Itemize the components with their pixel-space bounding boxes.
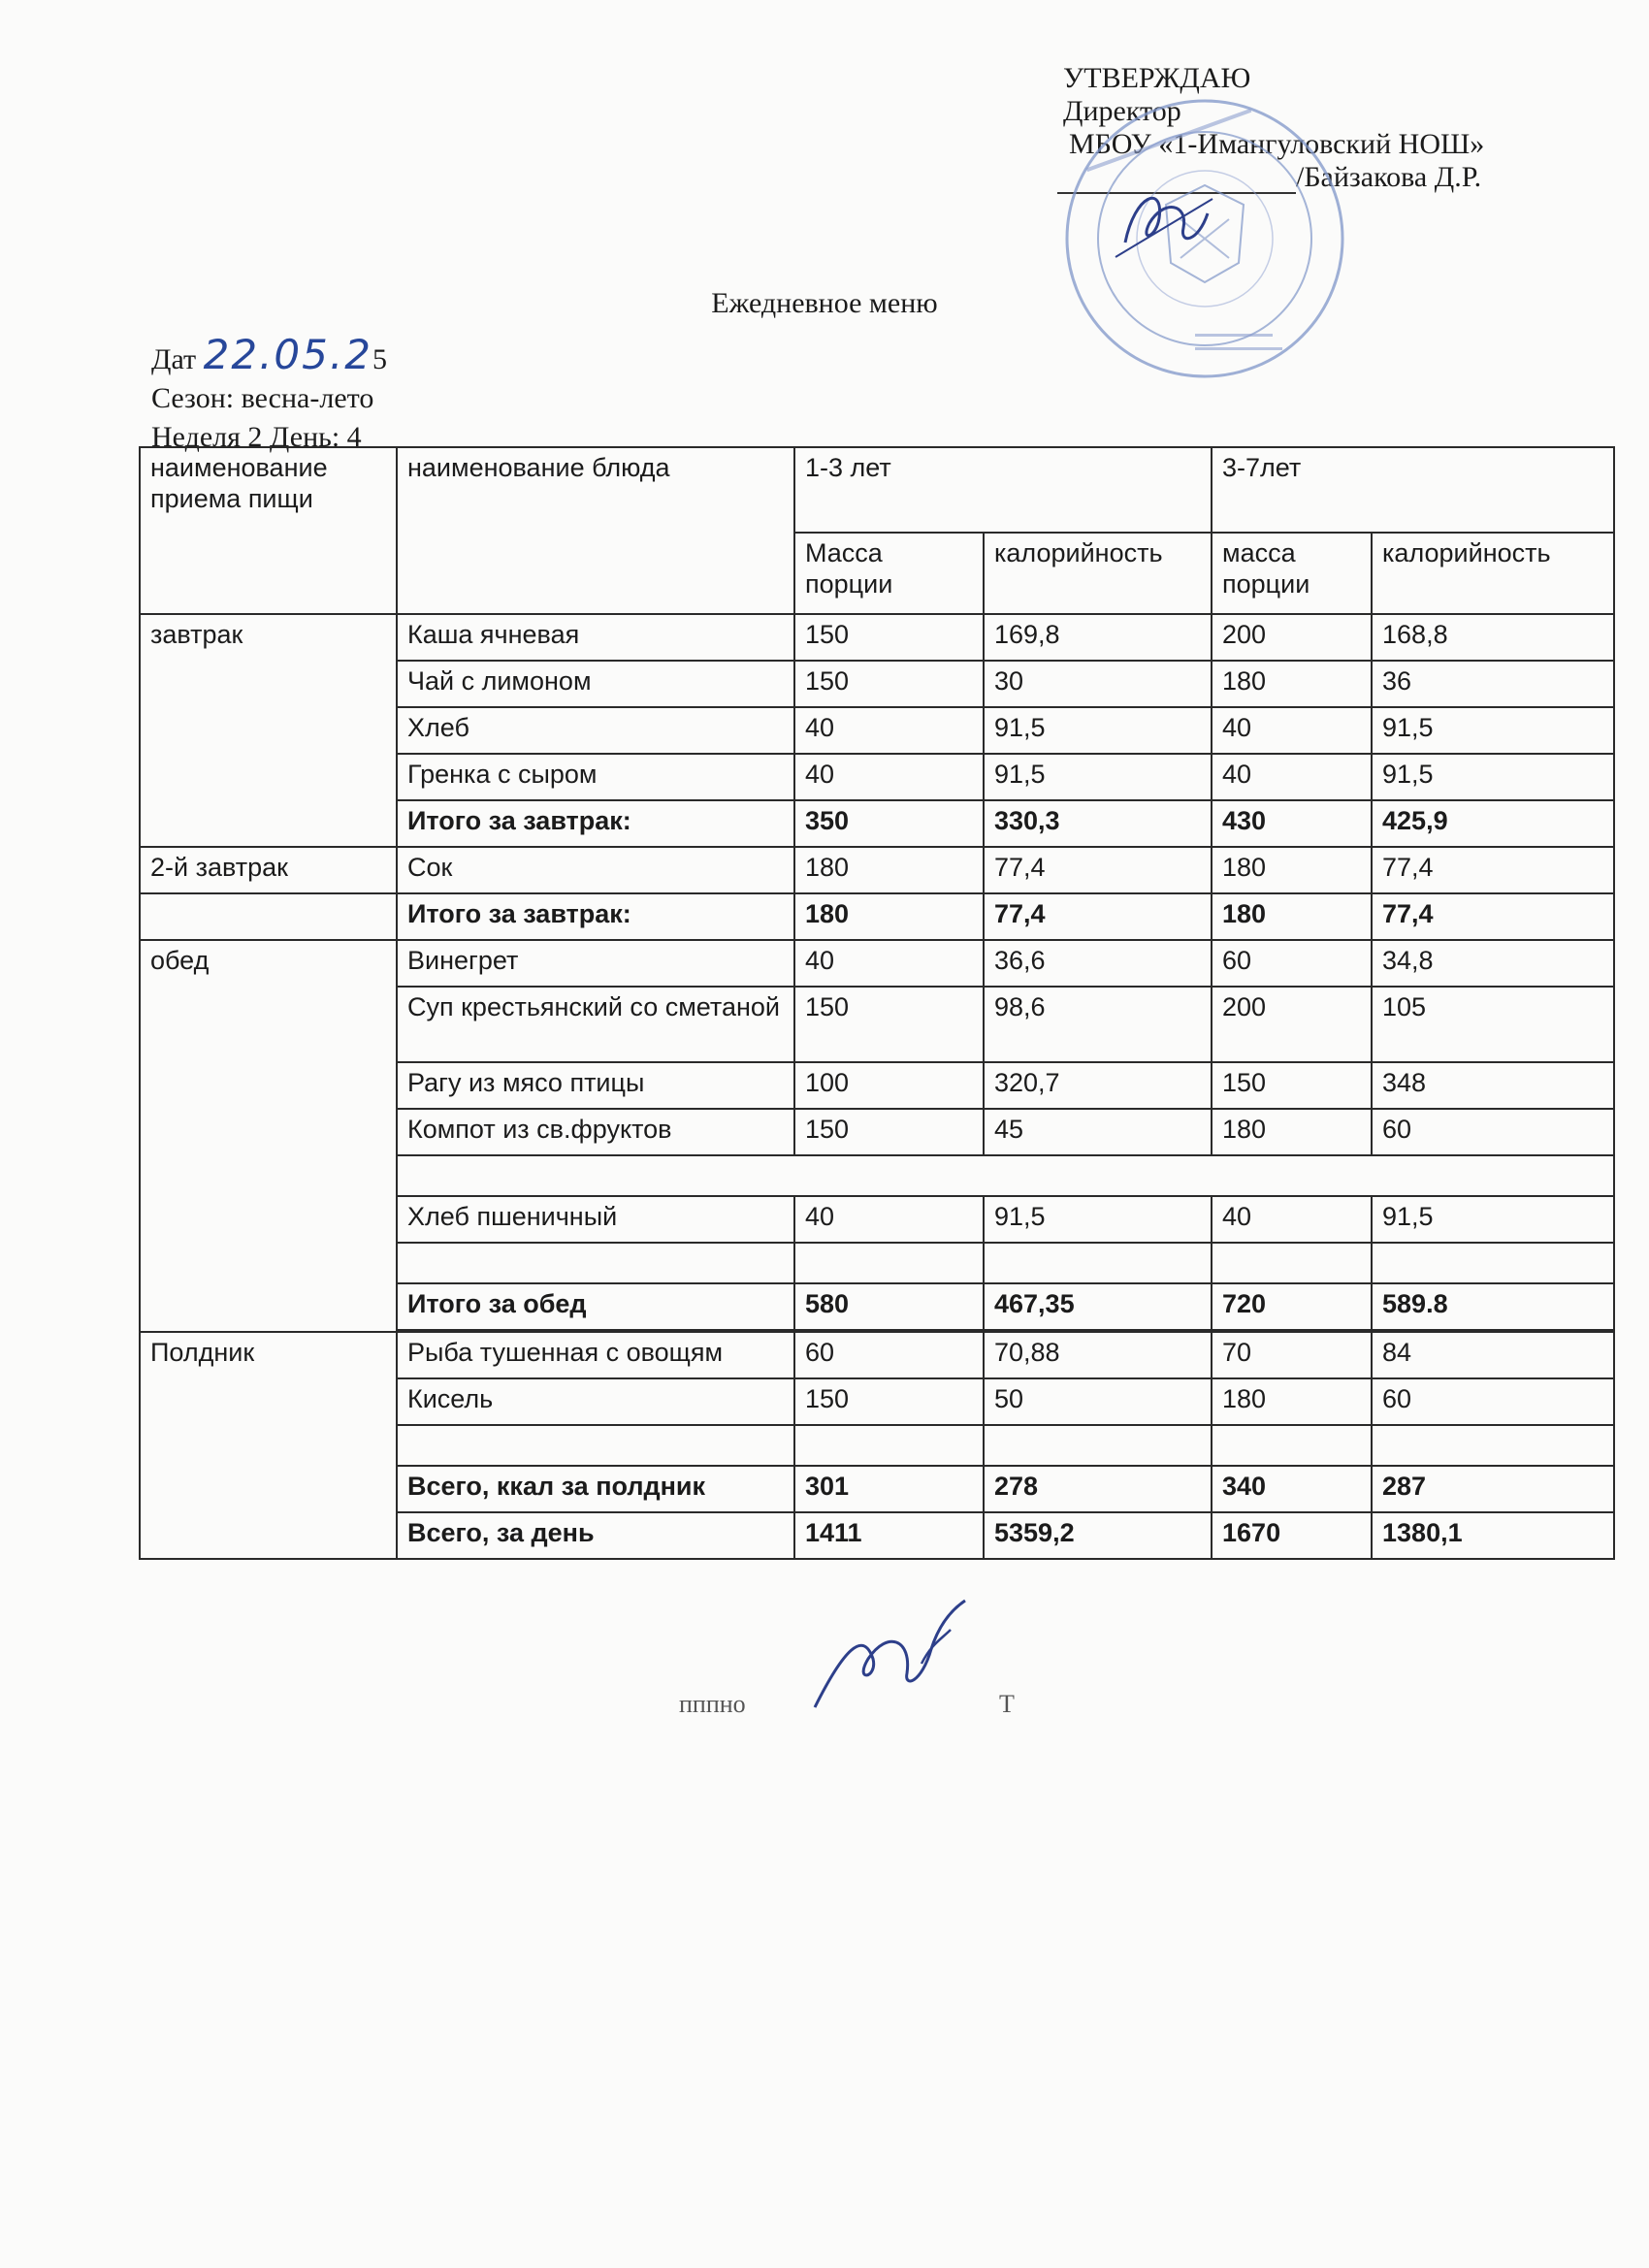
header-meal: наименование приема пищи: [140, 447, 397, 614]
menu-table: [139, 446, 1615, 1560]
bottom-text-fragment: пппно: [679, 1690, 746, 1718]
header-cal-1: калорийность: [984, 533, 1212, 614]
cal2-cell: 34,8: [1372, 940, 1614, 987]
cal1-cell: 320,7: [984, 1062, 1212, 1109]
dish-cell: Хлеб: [397, 707, 794, 754]
mass1-cell: 1411: [794, 1512, 984, 1559]
cal1-cell: 30: [984, 661, 1212, 707]
dish-cell: Итого за завтрак:: [397, 893, 794, 940]
mass1-cell: 150: [794, 614, 984, 661]
dish-cell: Сок: [397, 847, 794, 893]
mass2-cell: 180: [1212, 1109, 1372, 1155]
cal2-cell: 1380,1: [1372, 1512, 1614, 1559]
cal2-cell: 36: [1372, 661, 1614, 707]
header-cal-2: калорийность: [1372, 533, 1614, 614]
meal-cell: Полдник: [140, 1332, 397, 1559]
dish-cell: Чай с лимоном: [397, 661, 794, 707]
cal1-cell: 278: [984, 1466, 1212, 1512]
meal-cell: обед: [140, 940, 397, 1332]
empty-cell: [984, 1243, 1212, 1283]
mass2-cell: 200: [1212, 614, 1372, 661]
table-row: [140, 847, 1614, 893]
cal1-cell: 45: [984, 1109, 1212, 1155]
dish-cell: Компот из св.фруктов: [397, 1109, 794, 1155]
dish-cell: Всего, ккал за полдник: [397, 1466, 794, 1512]
mass2-cell: 40: [1212, 1196, 1372, 1243]
mass2-cell: 720: [1212, 1283, 1372, 1330]
empty-cell: [1372, 1243, 1614, 1283]
empty-cell: [1212, 1425, 1372, 1466]
header-mass-1: Масса порции: [794, 533, 984, 614]
mass1-cell: 60: [794, 1332, 984, 1378]
dish-cell: Гренка с сыром: [397, 754, 794, 800]
cal1-cell: 77,4: [984, 893, 1212, 940]
header-age-1-3: 1-3 лет: [794, 447, 1212, 533]
mass2-cell: 40: [1212, 754, 1372, 800]
cal1-cell: 91,5: [984, 707, 1212, 754]
mass2-cell: 430: [1212, 800, 1372, 847]
mass2-cell: 60: [1212, 940, 1372, 987]
bottom-text-fragment-right: Т: [999, 1690, 1015, 1718]
cal1-cell: 70,88: [984, 1332, 1212, 1378]
menu-meta: [151, 331, 387, 457]
cal2-cell: 91,5: [1372, 1196, 1614, 1243]
cal1-cell: 91,5: [984, 754, 1212, 800]
dish-cell: Винегрет: [397, 940, 794, 987]
page-title: Ежедневное меню: [711, 287, 938, 319]
dish-cell: Суп крестьянский со сметаной: [397, 987, 794, 1062]
cal1-cell: 50: [984, 1378, 1212, 1425]
empty-cell: [1212, 1243, 1372, 1283]
cal1-cell: 5359,2: [984, 1512, 1212, 1559]
cal2-cell: 105: [1372, 987, 1614, 1062]
bottom-signature-icon: [795, 1591, 1009, 1717]
approval-title: УТВЕРЖДАЮ: [1063, 62, 1251, 94]
dish-cell: Рагу из мясо птицы: [397, 1062, 794, 1109]
dish-cell: Итого за обед: [397, 1283, 794, 1330]
cal2-cell: 425,9: [1372, 800, 1614, 847]
mass1-cell: 150: [794, 661, 984, 707]
mass1-cell: 150: [794, 1109, 984, 1155]
empty-cell: [397, 1425, 794, 1466]
cal2-cell: 91,5: [1372, 754, 1614, 800]
mass1-cell: 350: [794, 800, 984, 847]
cal1-cell: 330,3: [984, 800, 1212, 847]
mass2-cell: 180: [1212, 893, 1372, 940]
table-row: [140, 614, 1614, 661]
dish-cell: Хлеб пшеничный: [397, 1196, 794, 1243]
mass1-cell: 580: [794, 1283, 984, 1330]
date-label: Дат: [151, 343, 197, 375]
approval-director-name: /Байзакова Д.Р.: [1296, 161, 1482, 193]
empty-cell: [397, 1243, 794, 1283]
meal-cell: 2-й завтрак: [140, 847, 397, 893]
cal2-cell: 589.8: [1372, 1283, 1614, 1330]
meal-cell: [140, 893, 397, 940]
cal1-cell: 467,35: [984, 1283, 1212, 1330]
cal2-cell: 91,5: [1372, 707, 1614, 754]
dish-cell: Каша ячневая: [397, 614, 794, 661]
empty-cell: [984, 1425, 1212, 1466]
director-signature-icon: [1106, 175, 1222, 272]
cal1-cell: 36,6: [984, 940, 1212, 987]
empty-cell: [794, 1243, 984, 1283]
mass2-cell: 70: [1212, 1332, 1372, 1378]
approval-position: Директор: [1063, 95, 1181, 127]
mass1-cell: 180: [794, 893, 984, 940]
dish-cell: Всего, за день: [397, 1512, 794, 1559]
meal-cell: завтрак: [140, 614, 397, 847]
mass2-cell: 200: [1212, 987, 1372, 1062]
mass1-cell: 40: [794, 754, 984, 800]
mass2-cell: 1670: [1212, 1512, 1372, 1559]
mass1-cell: 150: [794, 987, 984, 1062]
mass1-cell: 301: [794, 1466, 984, 1512]
mass2-cell: 340: [1212, 1466, 1372, 1512]
cal2-cell: 168,8: [1372, 614, 1614, 661]
date-handwritten: 22.05.2: [203, 331, 372, 378]
cal1-cell: 77,4: [984, 847, 1212, 893]
table-row: [140, 1332, 1614, 1378]
mass1-cell: 100: [794, 1062, 984, 1109]
mass2-cell: 40: [1212, 707, 1372, 754]
empty-cell: [794, 1425, 984, 1466]
dish-cell: Итого за завтрак:: [397, 800, 794, 847]
table-row: [140, 940, 1614, 987]
cal2-cell: 348: [1372, 1062, 1614, 1109]
mass1-cell: 40: [794, 940, 984, 987]
mass1-cell: 180: [794, 847, 984, 893]
mass2-cell: 180: [1212, 847, 1372, 893]
table-header-row: [140, 447, 1614, 533]
header-dish: наименование блюда: [397, 447, 794, 614]
mass1-cell: 40: [794, 1196, 984, 1243]
cal1-cell: 98,6: [984, 987, 1212, 1062]
cal2-cell: 77,4: [1372, 847, 1614, 893]
empty-cell: [1372, 1425, 1614, 1466]
approval-organization: МБОУ «1-Имангуловский НОШ»: [1069, 128, 1485, 160]
mass2-cell: 150: [1212, 1062, 1372, 1109]
date-suffix: 5: [372, 343, 387, 375]
season-line: Сезон: весна-лето: [151, 382, 374, 414]
cal2-cell: 77,4: [1372, 893, 1614, 940]
mass1-cell: 40: [794, 707, 984, 754]
cal2-cell: 60: [1372, 1109, 1614, 1155]
header-mass-2: масса порции: [1212, 533, 1372, 614]
table-row-total: [140, 893, 1614, 940]
dish-cell: Рыба тушенная с овощям: [397, 1332, 794, 1378]
header-age-3-7: 3-7лет: [1212, 447, 1614, 533]
cal2-cell: 287: [1372, 1466, 1614, 1512]
cal2-cell: 84: [1372, 1332, 1614, 1378]
mass2-cell: 180: [1212, 1378, 1372, 1425]
mass2-cell: 180: [1212, 661, 1372, 707]
cal2-cell: 60: [1372, 1378, 1614, 1425]
dish-cell: Кисель: [397, 1378, 794, 1425]
week-day-line: Неделя 2 День: 4: [151, 421, 362, 453]
cal1-cell: 91,5: [984, 1196, 1212, 1243]
cal1-cell: 169,8: [984, 614, 1212, 661]
date-line: [151, 331, 387, 379]
mass1-cell: 150: [794, 1378, 984, 1425]
empty-cell: [397, 1155, 1614, 1196]
